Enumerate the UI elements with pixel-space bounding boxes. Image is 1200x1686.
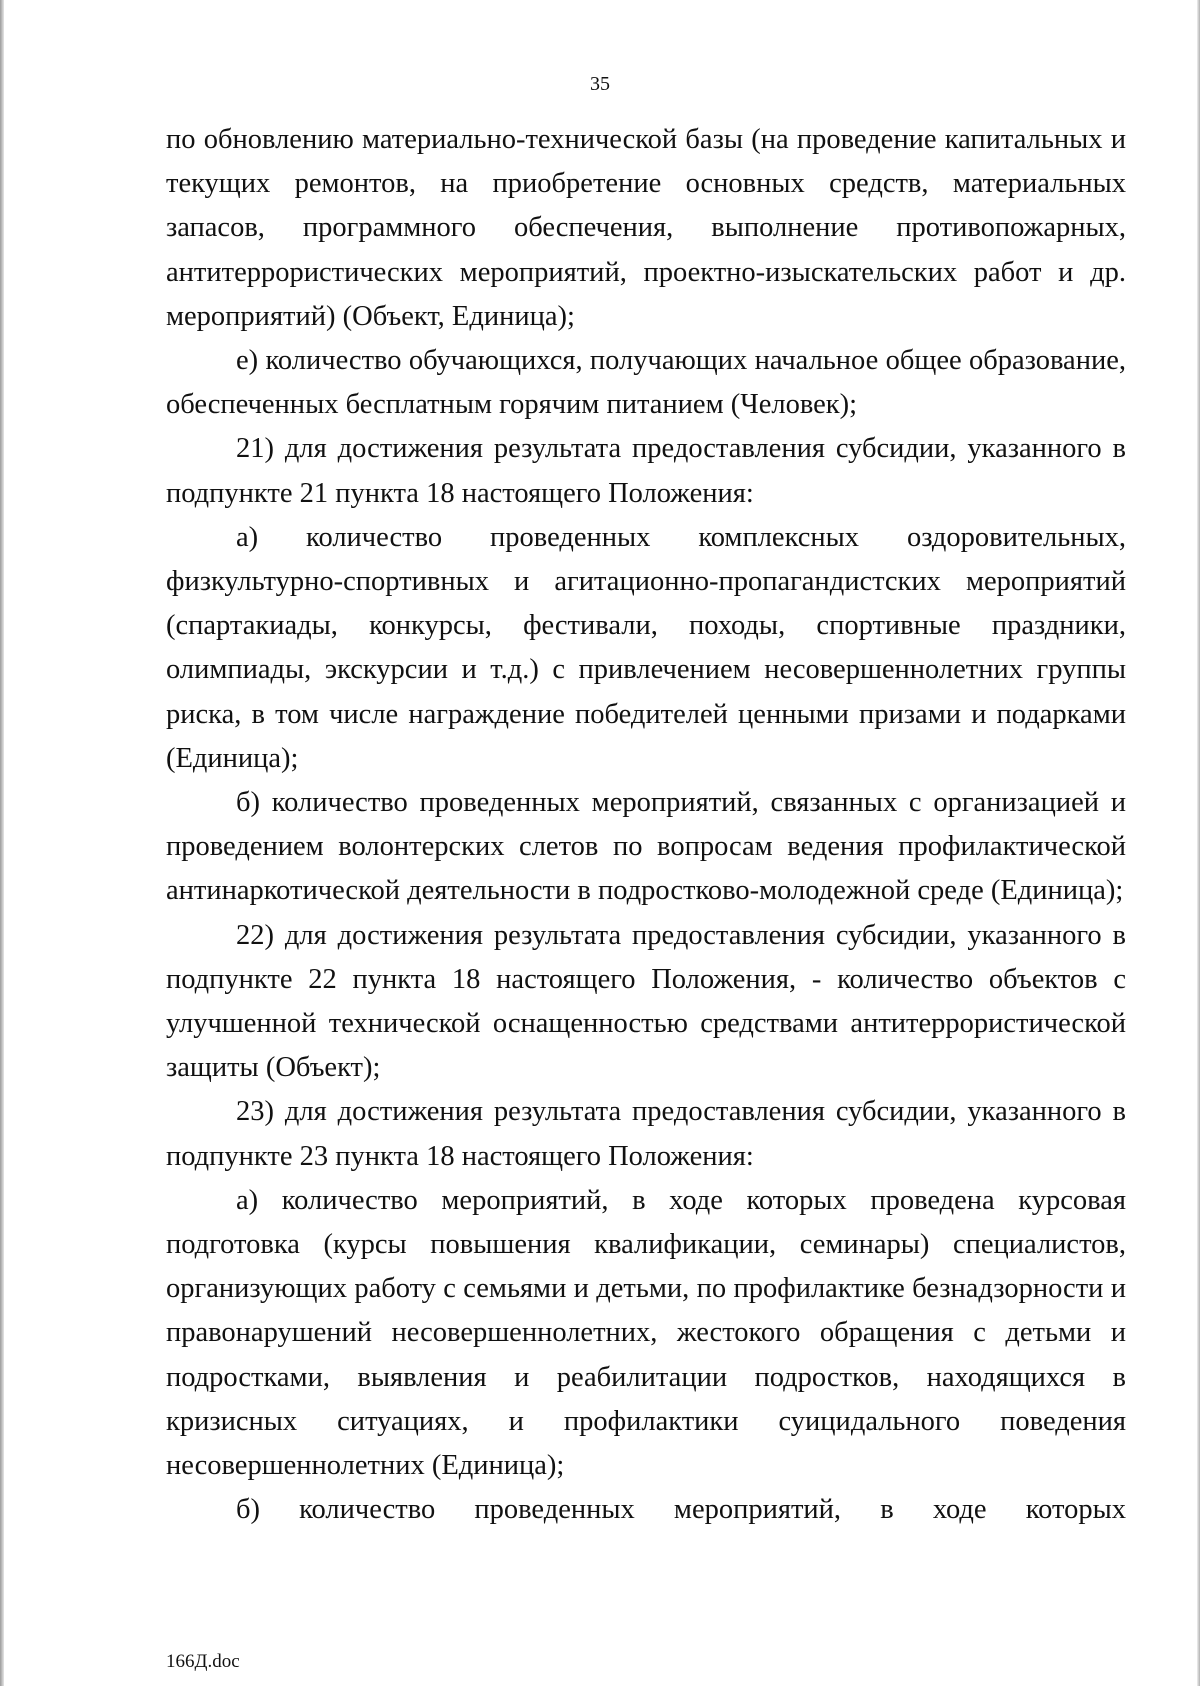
scan-edge-left bbox=[0, 0, 4, 1686]
paragraph-item-23: 23) для достижения результата предоставления субсидии, указанного в подпункте 23 пункта 18 настоящего Положения: bbox=[166, 1096, 1126, 1172]
paragraph-continuation: по обновлению материально-технической базы (на проведение капитальных и текущих ремонтов, на приобретение основных средств, материальных запасов, программного обеспечения, выполнение противопожарных, антитеррористических мероприятий, проектно-изыскательских работ и др. мероприятий) (Объект, Единица); bbox=[166, 124, 1126, 332]
paragraph-item-21a: а) количество проведенных комплексных оздоровительных, физкультурно-спортивных и агитационно-пропагандистских мероприятий (спартакиады, конкурсы, фестивали, походы, спортивные праздники, олимпиады, экскурсии и т.д.) с привлечением несовершеннолетних группы риска, в том числе награждение победителей ценными призами и подарками (Единица); bbox=[166, 521, 1126, 774]
footer-filename: 166Д.doc bbox=[166, 1651, 240, 1672]
paragraph-item-21b: б) количество проведенных мероприятий, связанных с организацией и проведением волонтерских слетов по вопросам ведения профилактической антинаркотической деятельности в подростково-молодежной среде (Единица); bbox=[166, 787, 1126, 907]
document-body bbox=[166, 118, 1126, 1533]
paragraph-item-23a: а) количество мероприятий, в ходе которых проведена курсовая подготовка (курсы повышения квалификации, семинары) специалистов, организующих работу с семьями и детьми, по профилактике безнадзорности и правонарушений несовершеннолетних, жестокого обращения с детьми и подростками, выявления и реабилитации подростков, находящихся в кризисных ситуациях, и профилактики суицидального поведения несовершеннолетних (Единица); bbox=[166, 1184, 1126, 1482]
paragraph-item-e: е) количество обучающихся, получающих начальное общее образование, обеспеченных бесплатным горячим питанием (Человек); bbox=[166, 345, 1126, 421]
paragraph-item-21: 21) для достижения результата предоставления субсидии, указанного в подпункте 21 пункта 18 настоящего Положения: bbox=[166, 433, 1126, 509]
paragraph-item-23b: б) количество проведенных мероприятий, в ходе которых bbox=[236, 1494, 1126, 1526]
page-number: 35 bbox=[590, 73, 610, 95]
paragraph-item-22: 22) для достижения результата предоставления субсидии, указанного в подпункте 22 пункта 18 настоящего Положения, - количество объектов с улучшенной технической оснащенностью средствами антитеррористической защиты (Объект); bbox=[166, 919, 1126, 1084]
